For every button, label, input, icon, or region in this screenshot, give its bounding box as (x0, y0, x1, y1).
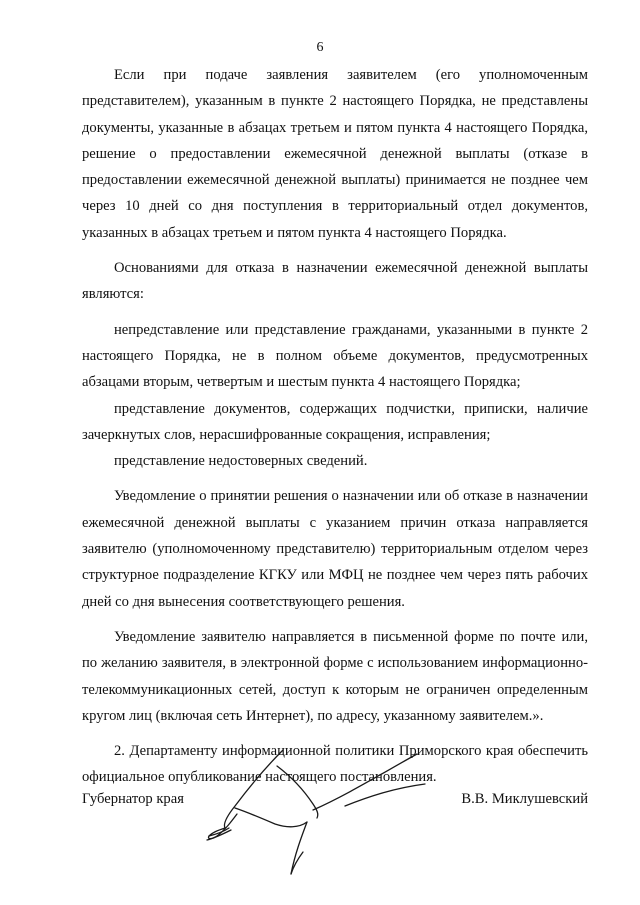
signatory-position: Губернатор края (82, 791, 184, 807)
paragraph-notification-form: Уведомление заявителю направляется в письменной форме по почте или, по желанию заявителя, в электронной форме с использованием информационно-телекоммуникационных сетей, доступ к которым не ограничен определенным кругом лиц (включая сеть Интернет), по адресу, указанному заявителем.». (82, 628, 588, 724)
paragraph-refusal-grounds: Основаниями для отказа в назначении ежемесячной денежной выплаты являются: (82, 260, 588, 303)
paragraph-corrected-documents: представление документов, содержащих подчистки, приписки, наличие зачеркнутых слов, нерасшифрованные сокращения, исправления; (82, 400, 588, 443)
page-number: 6 (316, 40, 324, 55)
paragraph-deadline: Если при подаче заявления заявителем (его уполномоченным представителем), указанным в пункте 2 настоящего Порядка, не представлены документы, указанные в абзацах третьем и пятом пункта 4 настоящего Порядка, решение о предоставлении ежемесячной денежной выплаты (отказе в предоставлении ежемесячной денежной выплаты) принимается не позднее чем через 10 дней со дня поступления в территориальный отдел документов, указанных в абзацах третьем и пятом пункта 4 настоящего Порядка. (82, 67, 588, 241)
paragraph-incomplete-documents: непредставление или представление гражданами, указанными в пункте 2 настоящего Порядка, не в полном объеме документов, предусмотренных абзацами вторым, четвертым и шестым пункта 4 настоящего Порядка; (82, 321, 588, 391)
paragraph-false-information: представление недостоверных сведений. (114, 453, 368, 470)
paragraph-publication: 2. Департаменту информационной политики Приморского края обеспечить официальное опубликование настоящего постановления. (82, 743, 588, 786)
document-body (82, 62, 588, 791)
signature-block (82, 791, 588, 813)
handwritten-signature (195, 748, 435, 878)
signatory-name: В.В. Миклушевский (461, 791, 588, 807)
paragraph-notification-decision: Уведомление о принятии решения о назначении или об отказе в назначении ежемесячной денежной выплаты с указанием причин отказа направляется заявителю (уполномоченному представителю) территориальным отделом через структурное подразделение КГКУ или МФЦ не позднее чем через пять рабочих дней со дня вынесения соответствующего решения. (82, 488, 588, 610)
